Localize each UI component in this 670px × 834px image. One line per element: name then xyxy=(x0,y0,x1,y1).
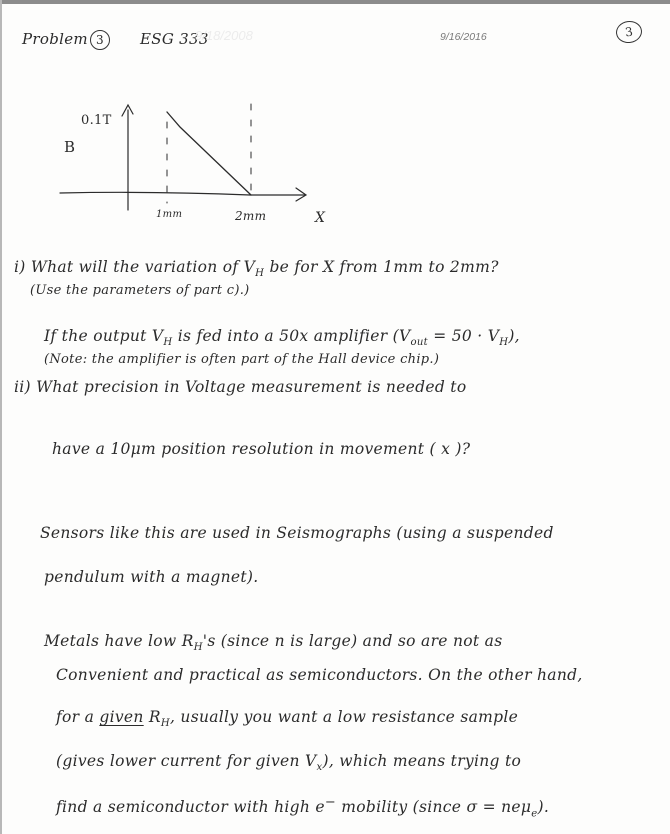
x-tick-1mm: 1mm xyxy=(156,209,183,220)
problem-number-circled: 3 xyxy=(90,30,110,50)
print-date: 9/16/2016 xyxy=(440,31,487,43)
notes-para2-line1: Metals have low $R_H's$ (since n is large) and so are not as xyxy=(44,632,503,654)
question-i-line2: (Use the parameters of part c).) xyxy=(30,283,250,298)
x-axis-label: X xyxy=(315,210,326,226)
question-i-marker: i) xyxy=(14,258,26,276)
question-ii-line1: ii) What precision in Voltage measurement is needed to xyxy=(14,378,467,396)
notes-para1-line1: Sensors like this are used in Seismographs (using a suspended xyxy=(40,524,554,542)
question-ii-marker: ii) xyxy=(14,378,31,396)
faint-watermark-date: 9/18/2008 xyxy=(195,28,253,43)
b-field-line xyxy=(167,112,251,195)
x-axis xyxy=(60,192,305,195)
amplifier-note: (Note: the amplifier is often part of the Hall device chip.) xyxy=(44,352,440,367)
notes-para2-line3: for a given $R_H$, usually you want a low resistance sample xyxy=(56,708,519,730)
amplifier-line1: If the output $V_H$ is fed into a 50x amplifier $(V_{out} = 50 \cdot V_H)$, xyxy=(44,327,520,349)
x-tick-2mm: 2mm xyxy=(235,209,267,223)
question-i-line1: i) What will the variation of $V_H$ be for X from 1mm to 2mm? xyxy=(14,258,499,280)
course-code: ESG 333 xyxy=(140,30,209,48)
notes-para2-line4: (gives lower current for given $V_x$), which means trying to xyxy=(56,752,522,774)
notes-para1-line2: pendulum with a magnet). xyxy=(44,568,259,586)
y-axis-label: B xyxy=(64,138,76,156)
problem-label: Problem xyxy=(22,30,88,48)
emphasis-given: given xyxy=(99,708,144,726)
page-number-circled: 3 xyxy=(615,19,644,44)
notes-para2-line5: find a semiconductor with high e− mobility (since σ = neμ$_e$). xyxy=(56,795,550,820)
notes-para2-line2: Convenient and practical as semiconductors. On the other hand, xyxy=(56,666,583,684)
question-ii-line2: have a 10μm position resolution in movement ( x )? xyxy=(52,440,471,458)
y-tick-label: 0.1T xyxy=(81,113,112,128)
